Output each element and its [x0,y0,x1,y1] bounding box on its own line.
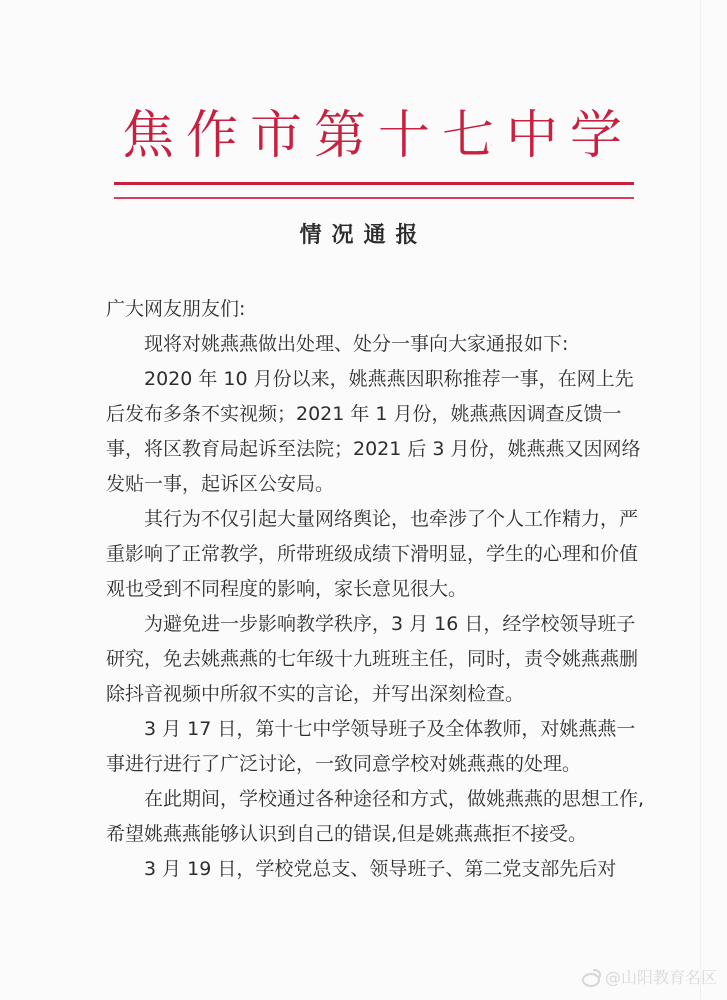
document-body [106,292,646,887]
paragraph-persuasion: 在此期间，学校通过各种途径和方式，做姚燕燕的思想工作,希望姚燕燕能够认识到自己的错误,但是姚燕燕拒不接受。 [106,788,645,845]
paragraph-intro: 现将对姚燕燕做出处理、处分一事向大家通报如下: [144,333,569,355]
paragraph-march-19: 3 月 19 日，学校党总支、领导班子、第二党支部先后对 [144,858,617,880]
paragraph-background: 2020 年 10 月份以来，姚燕燕因职称推荐一事，在网上先后发布多条不实视频；2021 年 1 月份，姚燕燕因调查反馈一事，将区教育局起诉至法院；2021 后 3 月份，姚燕燕又因网络发贴一事，起诉区公安局。 [106,368,641,495]
document-title: 情况通报 [299,223,428,248]
weibo-icon [581,969,601,985]
watermark [581,965,717,988]
watermark-text: @山阳教育名区 [604,968,717,987]
page-edge [700,0,701,1000]
salutation: 广大网友朋友们: [106,298,246,320]
paragraph-march-17: 3 月 17 日，第十七中学领导班子及全体教师，对姚燕燕一事进行进行了广泛讨论，一致同意学校对姚燕燕的处理。 [106,718,636,775]
letterhead-rule-thin [114,197,634,199]
paragraph-impact: 其行为不仅引起大量网络舆论，也牵涉了个人工作精力，严重影响了正常教学，所带班级成绩下滑明显，学生的心理和价值观也受到不同程度的影响，家长意见很大。 [106,508,639,600]
letterhead-school-name: 焦作市第十七中学 [122,106,635,166]
letterhead-rule-thick [114,182,634,185]
paragraph-march-16: 为避免进一步影响教学秩序，3 月 16 日，经学校领导班子研究，免去姚燕燕的七年级十九班班主任，同时，责令姚燕燕删除抖音视频中所叙不实的言论，并写出深刻检查。 [106,613,639,705]
